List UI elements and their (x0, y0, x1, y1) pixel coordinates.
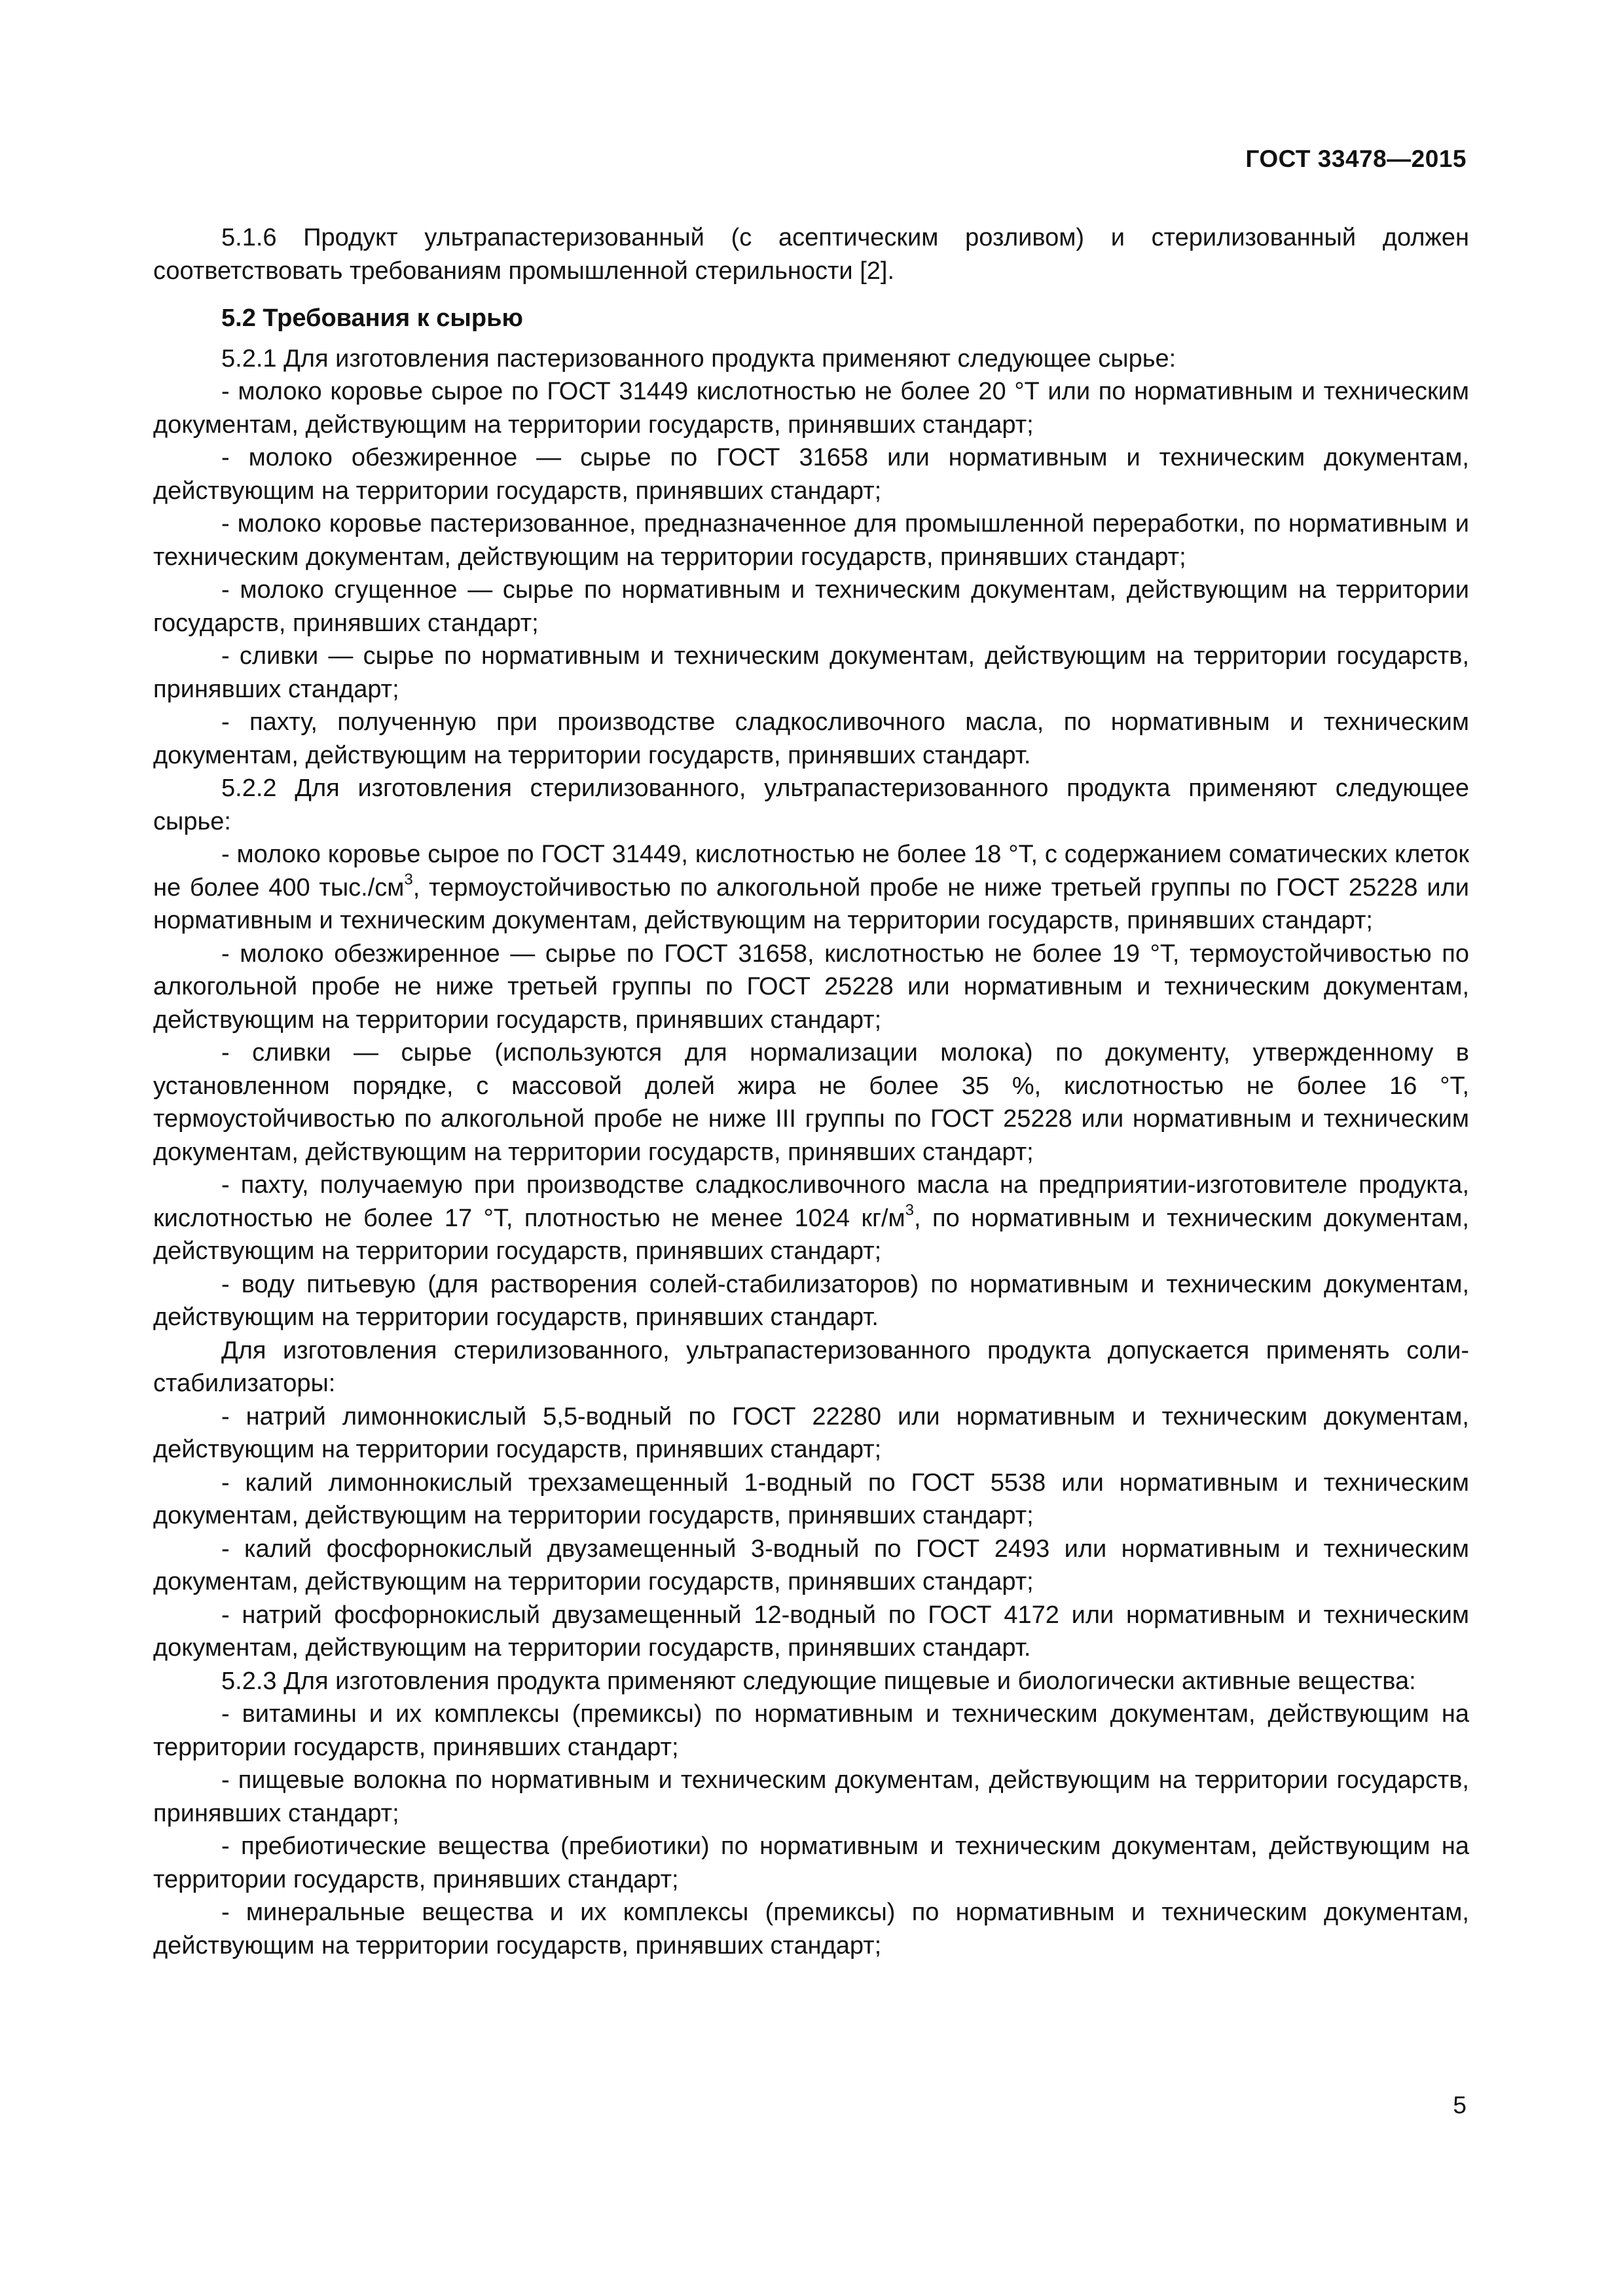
list-item: - калий лимоннокислый трехзамещенный 1-водный по ГОСТ 5538 или нормативным и техническим документам, действующим на территории государств, принявших стандарт; (153, 1468, 1469, 1529)
superscript: 3 (905, 1201, 914, 1219)
list-item: - молоко обезжиренное — сырье по ГОСТ 31658 или нормативным и техническим документам, действующим на территории государств, принявших стандарт; (153, 444, 1469, 505)
list-item-text: , термоустойчивостью по алкогольной пробе не ниже третьей группы по ГОСТ 25228 или нормативным и техническим документам, действующим на территории государств, принявших стандарт; (153, 873, 1469, 934)
list-item: - молоко обезжиренное — сырье по ГОСТ 31658, кислотностью не более 19 °Т, термоустойчивостью по алкогольной пробе не ниже третьей группы по ГОСТ 25228 или нормативным и техническим документам, действующим на территории государств, принявших стандарт; (153, 939, 1469, 1034)
list-item-text: - молоко коровье сырое по ГОСТ 31449, кислотностью не более 18 °Т, с содержанием соматических клеток не более 400 тыс./см (153, 841, 1469, 902)
list-item-text: , по нормативным и техническим документам, действующим на территории государств, принявших стандарт; (153, 1204, 1469, 1265)
list-item: - молоко коровье сырое по ГОСТ 31449 кислотностью не более 20 °Т или по нормативным и техническим документам, действующим на территории государств, принявших стандарт; (153, 378, 1469, 439)
paragraph-salts: Для изготовления стерилизованного, ультрапастеризованного продукта допускается применять соли-стабилизаторы: (153, 1336, 1469, 1397)
list-item: - пищевые волокна по нормативным и техническим документам, действующим на территории государств, принявших стандарт; (153, 1766, 1469, 1827)
list-item: - сливки — сырье по нормативным и техническим документам, действующим на территории государств, принявших стандарт; (153, 642, 1469, 703)
list-item: - минеральные вещества и их комплексы (премиксы) по нормативным и техническим документам, действующим на территории государств, принявших стандарт; (153, 1899, 1469, 1959)
clause-5-2-1: 5.2.1 Для изготовления пастеризованного продукта применяют следующее сырье: (221, 344, 1176, 373)
list-item: - сливки — сырье (используются для нормализации молока) по документу, утвержденному в установленном порядке, с массовой долей жира не более 35 %, кислотностью не более 16 °Т, термоустойчивостью по алкогольной пробе не ниже III группы по ГОСТ 25228 или нормативным и техническим документам, действующим на территории государств, принявших стандарт; (153, 1039, 1469, 1166)
list-item: - молоко сгущенное — сырье по нормативным и техническим документам, действующим на территории государств, принявших стандарт; (153, 576, 1469, 637)
list-item: - натрий фосфорнокислый двузамещенный 12-водный по ГОСТ 4172 или нормативным и техническим документам, действующим на территории государств, принявших стандарт. (153, 1601, 1469, 1662)
list-item: - воду питьевую (для растворения солей-стабилизаторов) по нормативным и техническим документам, действующим на территории государств, принявших стандарт. (153, 1270, 1469, 1331)
list-item: - пребиотические вещества (пребиотики) по нормативным и техническим документам, действующим на территории государств, принявших стандарт; (153, 1832, 1469, 1893)
list-item: - пахту, полученную при производстве сладкосливочного масла, по нормативным и техническим документам, действующим на территории государств, принявших стандарт. (153, 708, 1469, 769)
list-item: - натрий лимоннокислый 5,5-водный по ГОСТ 22280 или нормативным и техническим документам, действующим на территории государств, принявших стандарт; (153, 1402, 1469, 1463)
list-item (153, 1169, 1469, 1268)
list-item-text: - пахту, получаемую при производстве сладкосливочного масла на предприятии-изготовителе продукта, кислотностью не более 17 °Т, плотностью не менее 1024 кг/м (153, 1171, 1469, 1232)
list-item: - калий фосфорнокислый двузамещенный 3-водный по ГОСТ 2493 или нормативным и техническим документам, действующим на территории государств, принявших стандарт; (153, 1535, 1469, 1595)
list-item (153, 838, 1469, 938)
document-body (153, 221, 1469, 1962)
section-heading-5-2: 5.2 Требования к сырью (221, 304, 523, 332)
page-number: 5 (1453, 2092, 1467, 2119)
list-item: - молоко коровье пастеризованное, предназначенное для промышленной переработки, по нормативным и техническим документам, действующим на территории государств, принявших стандарт; (153, 510, 1469, 571)
list-item: - витамины и их комплексы (премиксы) по нормативным и техническим документам, действующим на территории государств, принявших стандарт; (153, 1700, 1469, 1761)
clause-5-2-3: 5.2.3 Для изготовления продукта применяют следующие пищевые и биологически активные вещества: (221, 1667, 1416, 1695)
document-header: ГОСТ 33478—2015 (1245, 145, 1467, 172)
clause-5-2-2: 5.2.2 Для изготовления стерилизованного, ультрапастеризованного продукта применяют следующее сырье: (153, 774, 1469, 835)
superscript: 3 (404, 870, 413, 888)
clause-5-1-6: 5.1.6 Продукт ультрапастеризованный (с асептическим розливом) и стерилизованный должен соответствовать требованиям промышленной стерильности [2]. (153, 224, 1469, 285)
